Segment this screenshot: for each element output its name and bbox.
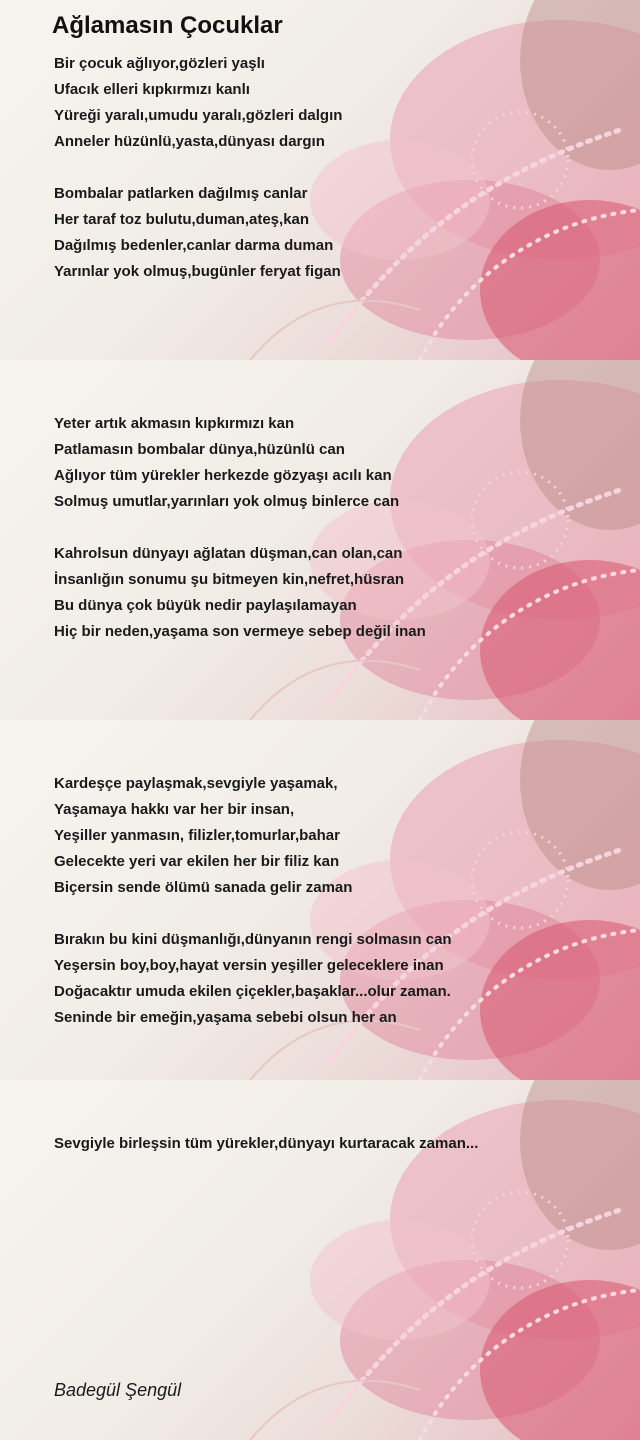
poem-line: Doğacaktır umuda ekilen çiçekler,başaklar...olur zaman.	[54, 983, 451, 1000]
poem-line: Ufacık elleri kıpkırmızı kanlı	[54, 81, 250, 98]
poem-line: Yeşersin boy,boy,hayat versin yeşiller geleceklere inan	[54, 957, 444, 974]
poem-line: Yaşamaya hakkı var her bir insan,	[54, 801, 295, 818]
stanza-1	[54, 51, 342, 155]
poem-line: Hiç bir neden,yaşama son vermeye sebep değil inan	[54, 623, 426, 640]
poem-line: Seninde bir emeğin,yaşama sebebi olsun her an	[54, 1009, 397, 1026]
poem-line: Bu dünya çok büyük nedir paylaşılamayan	[54, 597, 357, 614]
stanza-4	[54, 541, 426, 645]
poem-line: Dağılmış bedenler,canlar darma duman	[54, 237, 334, 254]
stanza-2	[54, 181, 341, 285]
poem-line: Solmuş umutlar,yarınları yok olmuş binlerce can	[54, 493, 400, 510]
poem-line: Sevgiyle birleşsin tüm yürekler,dünyayı kurtaracak zaman...	[54, 1135, 479, 1152]
poem-line: Yüreği yaralı,umudu yaralı,gözleri dalgın	[54, 107, 343, 124]
poem-line: Anneler hüzünlü,yasta,dünyası dargın	[54, 133, 325, 150]
poem-line: Kahrolsun dünyayı ağlatan düşman,can olan,can	[54, 545, 403, 562]
poem-line: Patlamasın bombalar dünya,hüzünlü can	[54, 441, 345, 458]
poem-line: Kardeşçe paylaşmak,sevgiyle yaşamak,	[54, 775, 338, 792]
poem-line: Bombalar patlarken dağılmış canlar	[54, 185, 308, 202]
poem-line: Gelecekte yeri var ekilen her bir filiz kan	[54, 853, 340, 870]
poem-line: İnsanlığın sonumu şu bitmeyen kin,nefret,hüsran	[54, 571, 405, 588]
poem-line: Bir çocuk ağlıyor,gözleri yaşlı	[54, 55, 265, 72]
poem-line: Bırakın bu kini düşmanlığı,dünyanın rengi solmasın can	[54, 931, 452, 948]
poem-title: Ağlamasın Çocuklar	[52, 12, 283, 39]
stanza-7	[54, 1131, 478, 1157]
poem-line: Ağlıyor tüm yürekler herkezde gözyaşı acılı kan	[54, 467, 392, 484]
poem-line: Biçersin sende ölümü sanada gelir zaman	[54, 879, 353, 896]
stanza-3	[54, 411, 399, 515]
stanza-5	[54, 771, 352, 901]
poem-line: Yeşiller yanmasın, filizler,tomurlar,bahar	[54, 827, 340, 844]
poem-line: Her taraf toz bulutu,duman,ateş,kan	[54, 211, 310, 228]
stanza-6	[54, 927, 452, 1031]
poem-author: Badegül Şengül	[54, 1380, 182, 1400]
poem-line: Yeter artık akmasın kıpkırmızı kan	[54, 415, 295, 432]
poem-line: Yarınlar yok olmuş,bugünler feryat figan	[54, 263, 341, 280]
